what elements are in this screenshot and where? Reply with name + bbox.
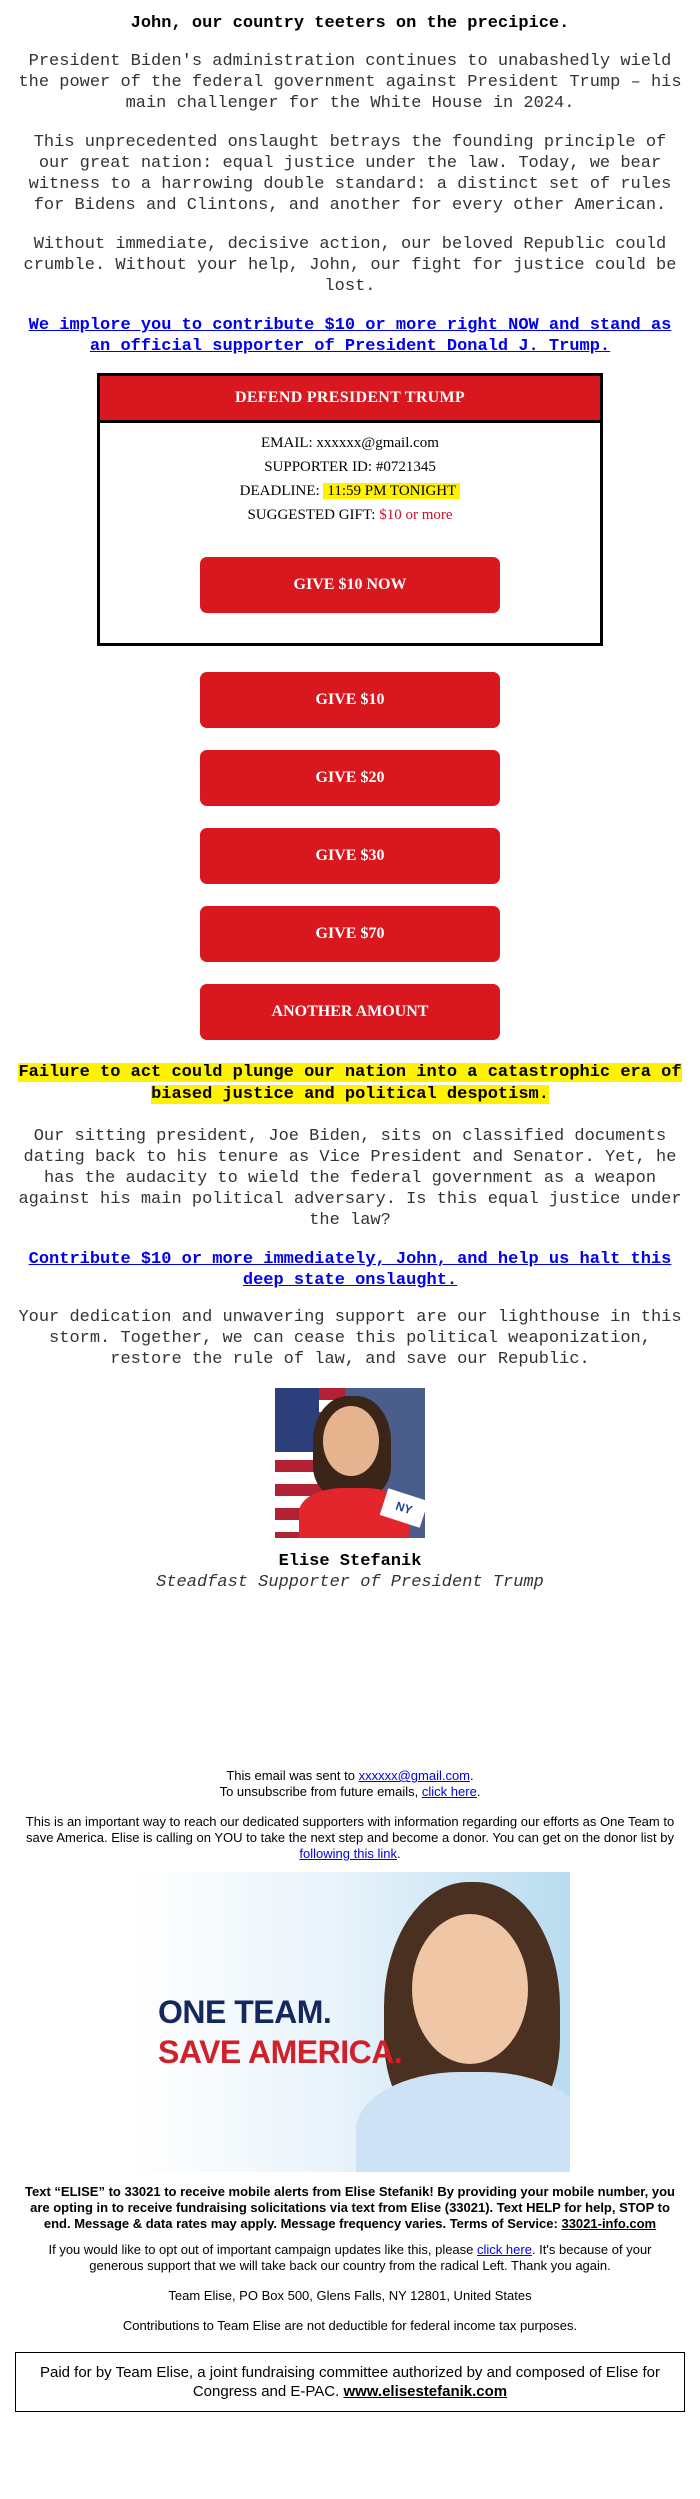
signature-title: Steadfast Supporter of President Trump: [156, 1573, 544, 1592]
sent-prefix: This email was sent to: [226, 1768, 355, 1783]
sms-text: Text “ELISE” to 33021 to receive mobile alerts from Elise Stefanik! By providing your mobile number, you are opting in to receive fundraising solicitations via text from Elise (33021). Text HELP for help, STOP to end. Message & data rates may apply. Message frequency varies. Terms of Service:: [25, 2184, 675, 2231]
paid-for-box: [15, 2352, 685, 2412]
paragraph-4: Our sitting president, Joe Biden, sits on classified documents dating back to his tenure as Vice President and Senator. Yet, he has the audacity to wield the federal government as a weapon against his main political adversary. Is this equal justice under the law?: [18, 1127, 682, 1230]
suggested-gift-value: $10 or more: [379, 507, 453, 523]
supporter-id-row: [100, 455, 600, 479]
donation-box-header: DEFEND PRESIDENT TRUMP: [100, 376, 600, 423]
one-team-banner[interactable]: [130, 1872, 570, 2172]
face-shape: [323, 1406, 379, 1476]
deadline-row: [100, 479, 600, 503]
email-row: [100, 431, 600, 455]
give-70-button[interactable]: GIVE $70: [200, 906, 500, 962]
footer: [0, 1768, 700, 2412]
paragraph-1: President Biden's administration continues to unabashedly wield the power of the federal government against President Trump – his main challenger for the White House in 2024.: [18, 52, 682, 113]
website-link[interactable]: www.elisestefanik.com: [343, 2383, 508, 2400]
donation-buttons: [0, 646, 700, 1040]
paragraph-2: This unprecedented onslaught betrays the founding principle of our great nation: equal justice under the law. Today, we bear witness to a harrowing double standard: a distinct set of rules for Bidens and Clintons, and another for every other American.: [28, 133, 672, 215]
deadline-value: 11:59 PM TONIGHT: [323, 483, 460, 499]
paragraph-3: Without immediate, decisive action, our beloved Republic could crumble. Without your help, John, our fight for justice could be lost.: [23, 235, 677, 296]
signature-name: Elise Stefanik: [278, 1552, 422, 1571]
unsub-prefix: To unsubscribe from future emails,: [219, 1784, 419, 1799]
optout-text: [20, 2242, 680, 2274]
paragraph-5: Your dedication and unwavering support are our lighthouse in this storm. Together, we can cease this political weaponization, restore the rule of law, and save our Republic.: [18, 1308, 682, 1369]
optout-link[interactable]: click here: [477, 2242, 532, 2257]
warning-highlight: Failure to act could plunge our nation into a catastrophic era of biased justice and political despotism.: [18, 1063, 682, 1104]
banner-body-shape: [356, 2072, 570, 2172]
email-value: xxxxxx@gmail.com: [316, 435, 439, 451]
sms-terms-link[interactable]: 33021-info.com: [561, 2216, 657, 2231]
contribute-link-1[interactable]: We implore you to contribute $10 or more right NOW and stand as an official supporter of President Donald J. Trump.: [28, 316, 672, 356]
sent-to-line: [20, 1768, 680, 1784]
supporter-id-label: SUPPORTER ID:: [264, 459, 373, 475]
greeting: John, our country teeters on the precipice.: [130, 14, 570, 33]
banner-face-shape: [412, 1914, 528, 2064]
donor-list-text: [20, 1814, 680, 1862]
mailing-address: Team Elise, PO Box 500, Glens Falls, NY 12801, United States: [168, 2288, 532, 2303]
deadline-label: DEADLINE:: [239, 483, 320, 499]
suggested-gift-row: [100, 503, 600, 527]
important-text: This is an important way to reach our dedicated supporters with information regarding our efforts as One Team to save America. Elise is calling on YOU to take the next step and become a donor. You can get on the donor list by: [25, 1814, 675, 1845]
banner-line-2: SAVE AMERICA.: [158, 2034, 403, 2070]
unsubscribe-line: [20, 1784, 680, 1800]
sms-disclaimer: [20, 2184, 680, 2232]
another-amount-button[interactable]: ANOTHER AMOUNT: [200, 984, 500, 1040]
unsub-suffix: .: [476, 1784, 481, 1799]
donation-box: [97, 373, 603, 646]
tax-note: Contributions to Team Elise are not deductible for federal income tax purposes.: [122, 2318, 578, 2333]
donation-box-body: [100, 423, 600, 643]
paid-for-text: Paid for by Team Elise, a joint fundraising committee authorized by and composed of Elise for Congress and E-PAC.: [39, 2364, 661, 2400]
optout-suffix: . It's because of your generous support that we will take back our country from the radical Left. Thank you again.: [89, 2242, 652, 2273]
email-label: EMAIL:: [261, 435, 313, 451]
important-suffix: .: [396, 1846, 401, 1861]
optout-prefix: If you would like to opt out of important campaign updates like this, please: [48, 2242, 474, 2257]
give-10-button[interactable]: GIVE $10: [200, 672, 500, 728]
sent-email-link[interactable]: xxxxxx@gmail.com: [358, 1768, 471, 1783]
suggested-gift-label: SUGGESTED GIFT:: [247, 507, 376, 523]
spacer: [0, 1592, 700, 1768]
photo-banner: NY: [380, 1488, 425, 1528]
signature-photo: [275, 1388, 425, 1538]
give-10-now-button[interactable]: GIVE $10 NOW: [200, 557, 500, 613]
supporter-id-value: #0721345: [375, 459, 436, 475]
unsubscribe-link[interactable]: click here: [421, 1784, 477, 1799]
warning-text: [16, 1062, 684, 1106]
banner-line-1: ONE TEAM.: [158, 1994, 332, 2030]
contribute-link-2[interactable]: Contribute $10 or more immediately, John, and help us halt this deep state onslaught.: [28, 1250, 672, 1290]
sent-suffix: .: [470, 1768, 474, 1783]
email-body: [0, 14, 700, 2412]
donor-list-link[interactable]: following this link: [299, 1846, 397, 1861]
give-20-button[interactable]: GIVE $20: [200, 750, 500, 806]
give-30-button[interactable]: GIVE $30: [200, 828, 500, 884]
